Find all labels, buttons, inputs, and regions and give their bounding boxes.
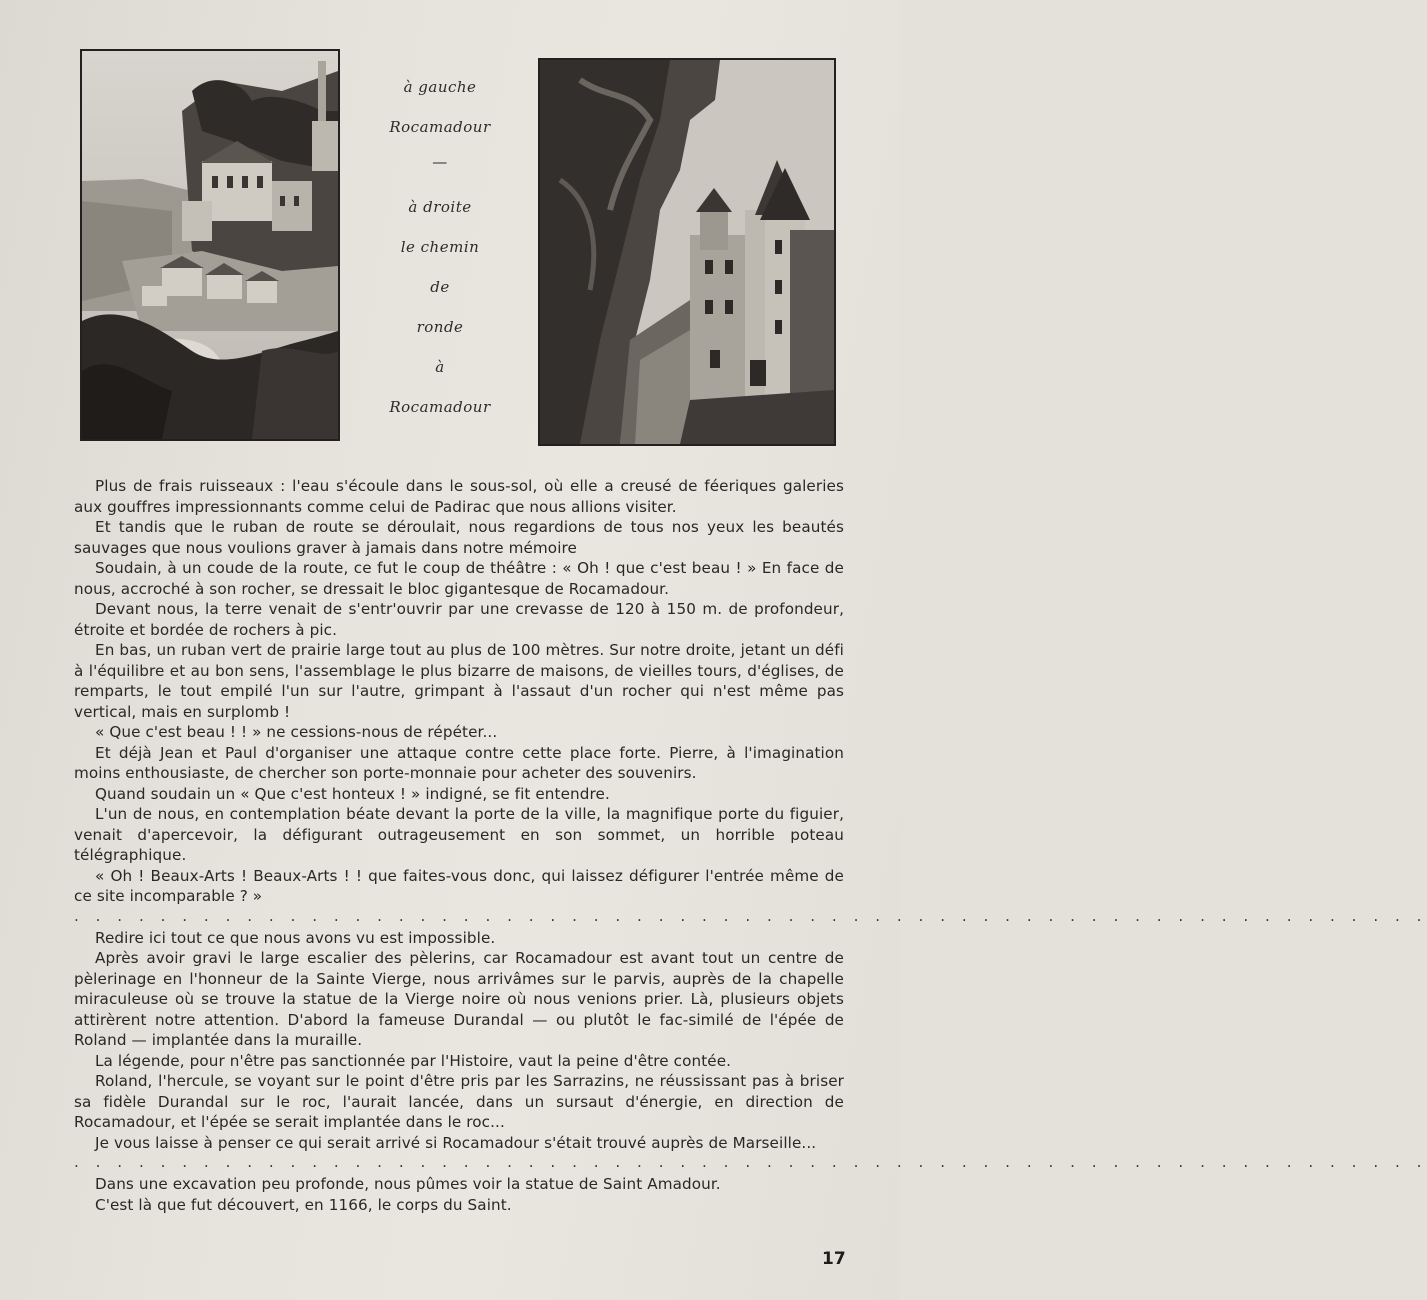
paragraph: En bas, un ruban vert de prairie large tout au plus de 100 mètres. Sur notre droite, jetant un défi à l'équilibre et au bon sens, l'assemblage le plus bizarre de maisons, de vieilles tours, d'églises, de remparts, le tout empilé l'un sur l'autre, grimpant à l'assaut d'un rocher qui n'est même pas vertical, mais en surplomb ! (74, 641, 844, 721)
paragraph: C'est là que fut découvert, en 1166, le corps du Saint. (95, 1195, 512, 1214)
paragraph: Et tandis que le ruban de route se déroulait, nous regardions de tous nos yeux les beautés sauvages que nous voulions graver à jamais dans notre mémoire (74, 518, 844, 557)
dotted-separator: . . . . . . . . . . . . . . . . . . . . . . . . . . . . . . . . . . . . . . . . . . . . . . . . . . . . . . . . . . . . . . . (74, 906, 1427, 925)
caption-line: à (435, 358, 445, 376)
chemin-de-ronde-image (540, 60, 834, 444)
caption-line: Rocamadour (389, 118, 491, 136)
dotted-separator: . . . . . . . . . . . . . . . . . . . . . . . . . . . . . . . . . . . . . . . . . . . . . . . . . . . . . . . . . . . . . . . (74, 1153, 1427, 1171)
paragraph: Roland, l'hercule, se voyant sur le point d'être pris par les Sarrazins, ne réussissant pas à briser sa fidèle Durandal sur le roc, l'aurait lancée, dans un sursaut d'énergie, en direction de Rocamadour, et l'épée se serait implantée dans le roc... (74, 1072, 844, 1131)
paragraph: Redire ici tout ce que nous avons vu est impossible. (95, 928, 496, 947)
rocamadour-village-image (82, 51, 338, 439)
caption-line: le chemin (400, 238, 480, 256)
caption-line: Rocamadour (389, 398, 491, 416)
paragraph: Et déjà Jean et Paul d'organiser une attaque contre cette place forte. Pierre, à l'imagination moins enthousiaste, de chercher son porte-monnaie pour acheter des souvenirs. (74, 743, 844, 782)
caption-line: à gauche (403, 78, 477, 96)
caption-line: ronde (416, 318, 464, 336)
paragraph: Devant nous, la terre venait de s'entr'ouvrir par une crevasse de 120 à 150 m. de profondeur, étroite et bordée de rochers à pic. (74, 600, 844, 639)
paragraph: Soudain, à un coude de la route, ce fut le coup de théâtre : « Oh ! que c'est beau ! » En face de nous, accroché à son rocher, se dressait le bloc gigantesque de Rocamadour. (74, 559, 844, 598)
page-number: 17 (822, 1249, 846, 1269)
paragraph: Je vous laisse à penser ce qui serait arrivé si Rocamadour s'était trouvé auprès de Marseille... (95, 1133, 817, 1152)
paragraph: « Oh ! Beaux-Arts ! Beaux-Arts ! ! que faites-vous donc, qui laissez défigurer l'entrée même de ce site incomparable ? » (74, 866, 844, 905)
caption-line: à droite (408, 198, 472, 216)
caption-line: de (430, 278, 450, 296)
caption-separator: — (432, 153, 448, 171)
photo-caption (350, 72, 530, 432)
paragraph: Quand soudain un « Que c'est honteux ! » indigné, se fit entendre. (95, 784, 610, 803)
paragraph: « Que c'est beau ! ! » ne cessions-nous de répéter... (95, 723, 498, 741)
article-body (74, 476, 1427, 1215)
photo-rocamadour (80, 49, 340, 441)
paragraph: L'un de nous, en contemplation béate devant la porte de la ville, la magnifique porte du figuier, venait d'apercevoir, la défigurant outrageusement en son sommet, un horrible poteau télégraphique. (74, 805, 844, 864)
paragraph: Après avoir gravi le large escalier des pèlerins, car Rocamadour est avant tout un centre de pèlerinage en l'honneur de la Sainte Vierge, nous arrivâmes sur le parvis, auprès de la chapelle miraculeuse où se trouve la statue de la Vierge noire où nous venions prier. Là, plusieurs objets attirèrent notre attention. D'abord la fameuse Durandal — ou plutôt le fac-similé de l'épée de Roland — implantée dans la muraille. (74, 949, 844, 1049)
photo-chemin-de-ronde (538, 58, 836, 446)
paragraph: La légende, pour n'être pas sanctionnée par l'Histoire, vaut la peine d'être contée. (95, 1051, 732, 1070)
paragraph: Dans une excavation peu profonde, nous pûmes voir la statue de Saint Amadour. (95, 1175, 721, 1193)
paragraph: Plus de frais ruisseaux : l'eau s'écoule dans le sous-sol, où elle a creusé de féeriques galeries aux gouffres impressionnants comme celui de Padirac que nous allions visiter. (74, 477, 844, 516)
